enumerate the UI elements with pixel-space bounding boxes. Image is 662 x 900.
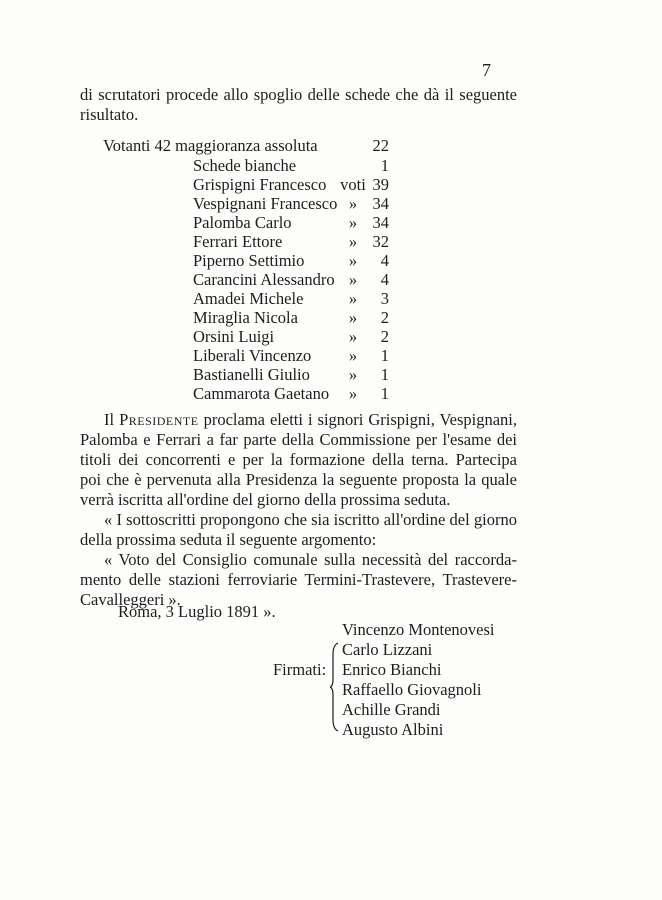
presidente-smallcaps: Presidente <box>119 410 199 429</box>
paragraph-2-line-2: della prossima seduta il seguente argomento: <box>80 530 377 549</box>
signature: Raffaello Giovagnoli <box>342 680 482 699</box>
result-name: Palomba Carlo <box>193 213 292 232</box>
paragraph-3-line-3: Cavalleggeri ». <box>80 590 181 609</box>
signature: Augusto Albini <box>342 720 444 739</box>
result-name: Piperno Settimio <box>193 251 305 270</box>
signature: Carlo Lizzani <box>342 640 433 659</box>
result-name: Schede bianche <box>193 156 297 175</box>
result-mark: voti <box>340 175 366 194</box>
result-mark: » <box>348 365 358 384</box>
paragraph-3-line-1: « Voto del Consiglio comunale sulla necessità del raccorda- <box>104 550 517 569</box>
paragraph-1-line-1 <box>104 410 517 430</box>
result-mark: » <box>348 194 358 213</box>
result-name: Bastianelli Giulio <box>193 365 310 384</box>
firmati-label: Firmati: <box>273 660 327 679</box>
intro-line-1: di scrutatori procede allo spoglio delle schede che dà il seguente <box>80 85 517 104</box>
result-name: Miraglia Nicola <box>193 308 298 327</box>
result-mark: » <box>348 213 358 232</box>
dateline: Roma, 3 Luglio 1891 ». <box>118 602 276 621</box>
votanti-value: 22 <box>372 136 389 155</box>
result-count: 2 <box>380 327 389 346</box>
votanti-label: Votanti 42 maggioranza assoluta <box>103 136 318 155</box>
brace-icon <box>330 641 340 733</box>
paragraph-1-line-4: poi che è pervenuta alla Presidenza la seguente proposta la quale <box>80 470 517 489</box>
intro-line-2: risultato. <box>80 105 139 124</box>
result-name: Amadei Michele <box>193 289 304 308</box>
signature: Vincenzo Montenovesi <box>342 620 495 639</box>
result-name: Cammarota Gaetano <box>193 384 330 403</box>
result-count: 1 <box>380 365 389 384</box>
result-mark: » <box>348 308 358 327</box>
result-mark: » <box>348 289 358 308</box>
result-count: 32 <box>372 232 389 251</box>
result-mark: » <box>348 327 358 346</box>
paragraph-3-line-2: mento delle stazioni ferroviarie Termini-Trastevere, Trastevere- <box>80 570 517 589</box>
result-count: 34 <box>372 213 389 232</box>
paragraph-1-line-5: verrà iscritta all'ordine del giorno della prossima seduta. <box>80 490 451 509</box>
p1-prefix: Il <box>104 410 120 429</box>
result-count: 34 <box>372 194 389 213</box>
result-mark: » <box>348 251 358 270</box>
signature: Achille Grandi <box>342 700 441 719</box>
result-count: 2 <box>380 308 389 327</box>
result-count: 1 <box>380 346 389 365</box>
result-count: 1 <box>380 384 389 403</box>
result-mark: » <box>348 346 358 365</box>
p1-rest: proclama eletti i signori Grispigni, Vespignani, <box>198 410 517 429</box>
result-count: 4 <box>380 270 389 289</box>
paragraph-1-line-3: titoli dei concorrenti e per la formazione della terna. Partecipa <box>80 450 517 469</box>
paragraph-1-line-2: Palomba e Ferrari a far parte della Commissione per l'esame dei <box>80 430 517 449</box>
signature: Enrico Bianchi <box>342 660 442 679</box>
result-name: Carancini Alessandro <box>193 270 335 289</box>
result-count: 4 <box>380 251 389 270</box>
result-mark: » <box>348 270 358 289</box>
result-count: 39 <box>372 175 389 194</box>
result-count: 1 <box>380 156 389 175</box>
result-mark: » <box>348 384 358 403</box>
result-name: Vespignani Francesco <box>193 194 338 213</box>
result-name: Liberali Vincenzo <box>193 346 312 365</box>
result-name: Ferrari Ettore <box>193 232 283 251</box>
result-name: Grispigni Francesco <box>193 175 327 194</box>
result-count: 3 <box>380 289 389 308</box>
result-mark: » <box>348 232 358 251</box>
paragraph-2-line-1: « I sottoscritti propongono che sia iscritto all'ordine del giorno <box>104 510 517 529</box>
result-name: Orsini Luigi <box>193 327 275 346</box>
page-number: 7 <box>482 60 491 80</box>
